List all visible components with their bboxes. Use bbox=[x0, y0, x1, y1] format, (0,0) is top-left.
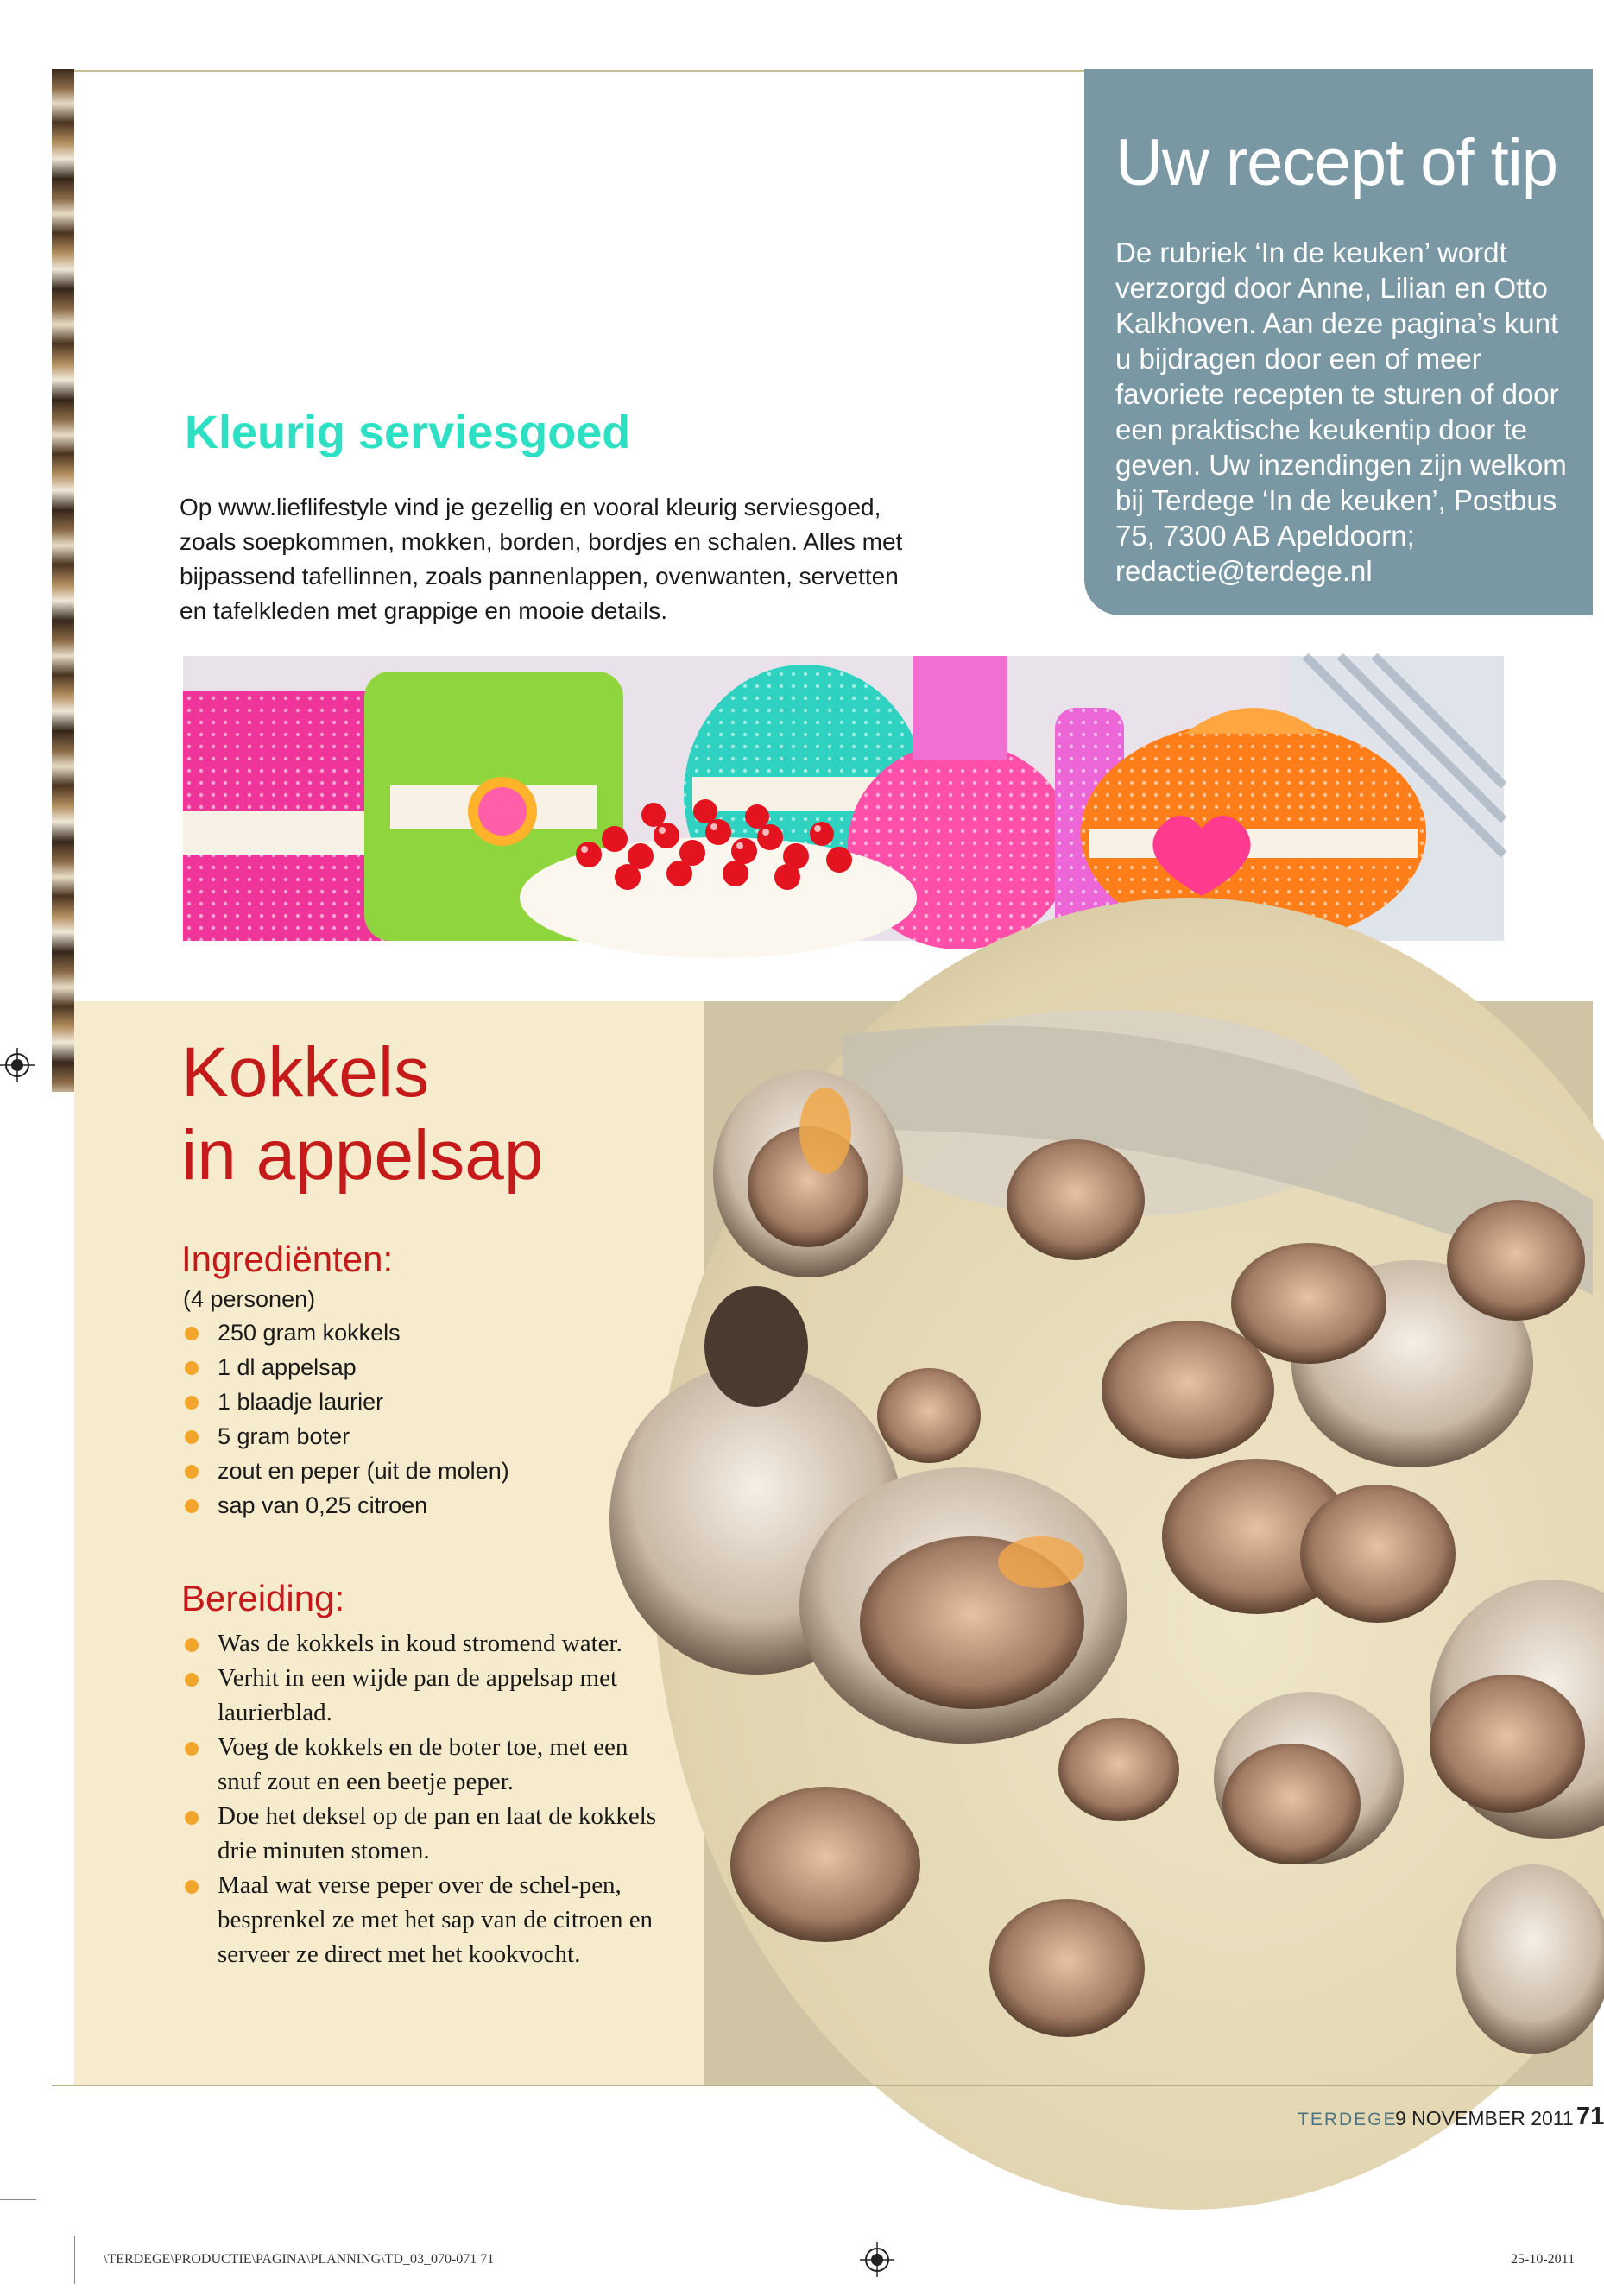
bullet-icon bbox=[185, 1673, 199, 1687]
ingredient-item bbox=[181, 1350, 509, 1385]
crop-line bbox=[0, 2199, 36, 2200]
tableware-photo bbox=[183, 656, 1504, 941]
recipe-title-line-2: in appelsap bbox=[181, 1116, 544, 1195]
registration-mark-icon bbox=[0, 1048, 35, 1082]
promo-title: Kleurig serviesgoed bbox=[185, 407, 631, 458]
preparation-list bbox=[181, 1626, 665, 1971]
step-text: Verhit in een wijde pan de appelsap met laurierblad. bbox=[218, 1664, 618, 1726]
print-slug-date: 25-10-2011 bbox=[1511, 2252, 1576, 2267]
bullet-icon bbox=[185, 1465, 199, 1479]
cockles-photo bbox=[704, 1001, 1593, 2085]
preparation-step bbox=[181, 1799, 665, 1868]
registration-mark-icon bbox=[860, 2242, 894, 2277]
preparation-title: Bereiding: bbox=[181, 1578, 345, 1618]
ingredients-title: Ingrediënten: bbox=[181, 1239, 394, 1279]
footer-page-number: 71 bbox=[1576, 2103, 1604, 2130]
bullet-icon bbox=[185, 1499, 199, 1513]
step-text: Maal wat verse peper over de schel-pen, besprenkel ze met het sap van de citroen en serveer ze direct met het kookvocht. bbox=[218, 1871, 654, 1968]
step-text: Was de kokkels in koud stromend water. bbox=[218, 1630, 622, 1657]
preparation-step bbox=[181, 1661, 665, 1730]
ingredient-text: 250 gram kokkels bbox=[218, 1320, 401, 1346]
servings: (4 personen) bbox=[183, 1286, 316, 1312]
tableware-illustration bbox=[183, 656, 1504, 941]
bullet-icon bbox=[185, 1396, 199, 1410]
ingredient-text: zout en peper (uit de molen) bbox=[218, 1458, 509, 1484]
ingredient-item bbox=[181, 1454, 509, 1488]
recipe-title-line-1: Kokkels bbox=[181, 1033, 430, 1112]
preparation-step bbox=[181, 1730, 665, 1799]
ingredient-item bbox=[181, 1488, 509, 1523]
ingredient-item bbox=[181, 1315, 509, 1350]
ingredient-item bbox=[181, 1385, 509, 1419]
tip-body: De rubriek ‘In de keuken’ wordt verzorgd door Anne, Lilian en Otto Kalkhoven. Aan deze pagina’s kunt u bijdragen door een of meer favoriete recepten te sturen of door een praktische keukentip door te geven. Uw inzendingen zijn welkom bij Terdege ‘In de keuken’, Postbus 75, 7300 AB Apeldoorn; redactie@terdege.nl bbox=[1115, 237, 1567, 587]
bullet-icon bbox=[185, 1361, 199, 1375]
ingredient-text: 5 gram boter bbox=[218, 1423, 350, 1449]
footer-issue-date: 9 NOVEMBER 2011 bbox=[1395, 2107, 1574, 2129]
ingredient-text: sap van 0,25 citroen bbox=[218, 1492, 428, 1518]
step-text: Voeg de kokkels en de boter toe, met een snuf zout en een beetje peper. bbox=[218, 1733, 628, 1795]
footer-magazine-name: TERDEGE bbox=[1298, 2110, 1398, 2129]
bullet-icon bbox=[185, 1880, 199, 1894]
ingredients-list bbox=[181, 1315, 509, 1523]
decorative-photo-strip bbox=[52, 69, 74, 1092]
preparation-step bbox=[181, 1626, 665, 1661]
recipe-title bbox=[181, 1031, 543, 1197]
bullet-icon bbox=[185, 1430, 199, 1444]
preparation-step bbox=[181, 1868, 665, 1971]
promo-body: Op www.lieflifestyle vind je gezellig en vooral kleurig serviesgoed, zoals soepkommen, mokken, borden, bordjes en schalen. Alles met bijpassend tafellinnen, zoals pannenlappen, ovenwanten, servetten en tafelkleden met grappige en mooie details. bbox=[180, 494, 903, 624]
cockles-illustration bbox=[704, 1001, 1593, 2085]
step-text: Doe het deksel op de pan en laat de kokkels drie minuten stomen. bbox=[218, 1802, 657, 1864]
print-slug-path: \TERDEGE\PRODUCTIE\PAGINA\PLANNING\TD_03_070-071 71 bbox=[104, 2252, 495, 2267]
ingredient-item bbox=[181, 1419, 509, 1454]
ingredient-text: 1 dl appelsap bbox=[218, 1354, 357, 1380]
bullet-icon bbox=[185, 1638, 199, 1652]
ingredient-text: 1 blaadje laurier bbox=[218, 1389, 384, 1415]
bullet-icon bbox=[185, 1811, 199, 1825]
tip-title: Uw recept of tip bbox=[1115, 126, 1557, 199]
bullet-icon bbox=[185, 1742, 199, 1756]
top-rule bbox=[74, 70, 1084, 72]
bullet-icon bbox=[185, 1327, 199, 1340]
crop-line bbox=[74, 2236, 75, 2284]
bottom-rule bbox=[52, 2085, 1593, 2086]
